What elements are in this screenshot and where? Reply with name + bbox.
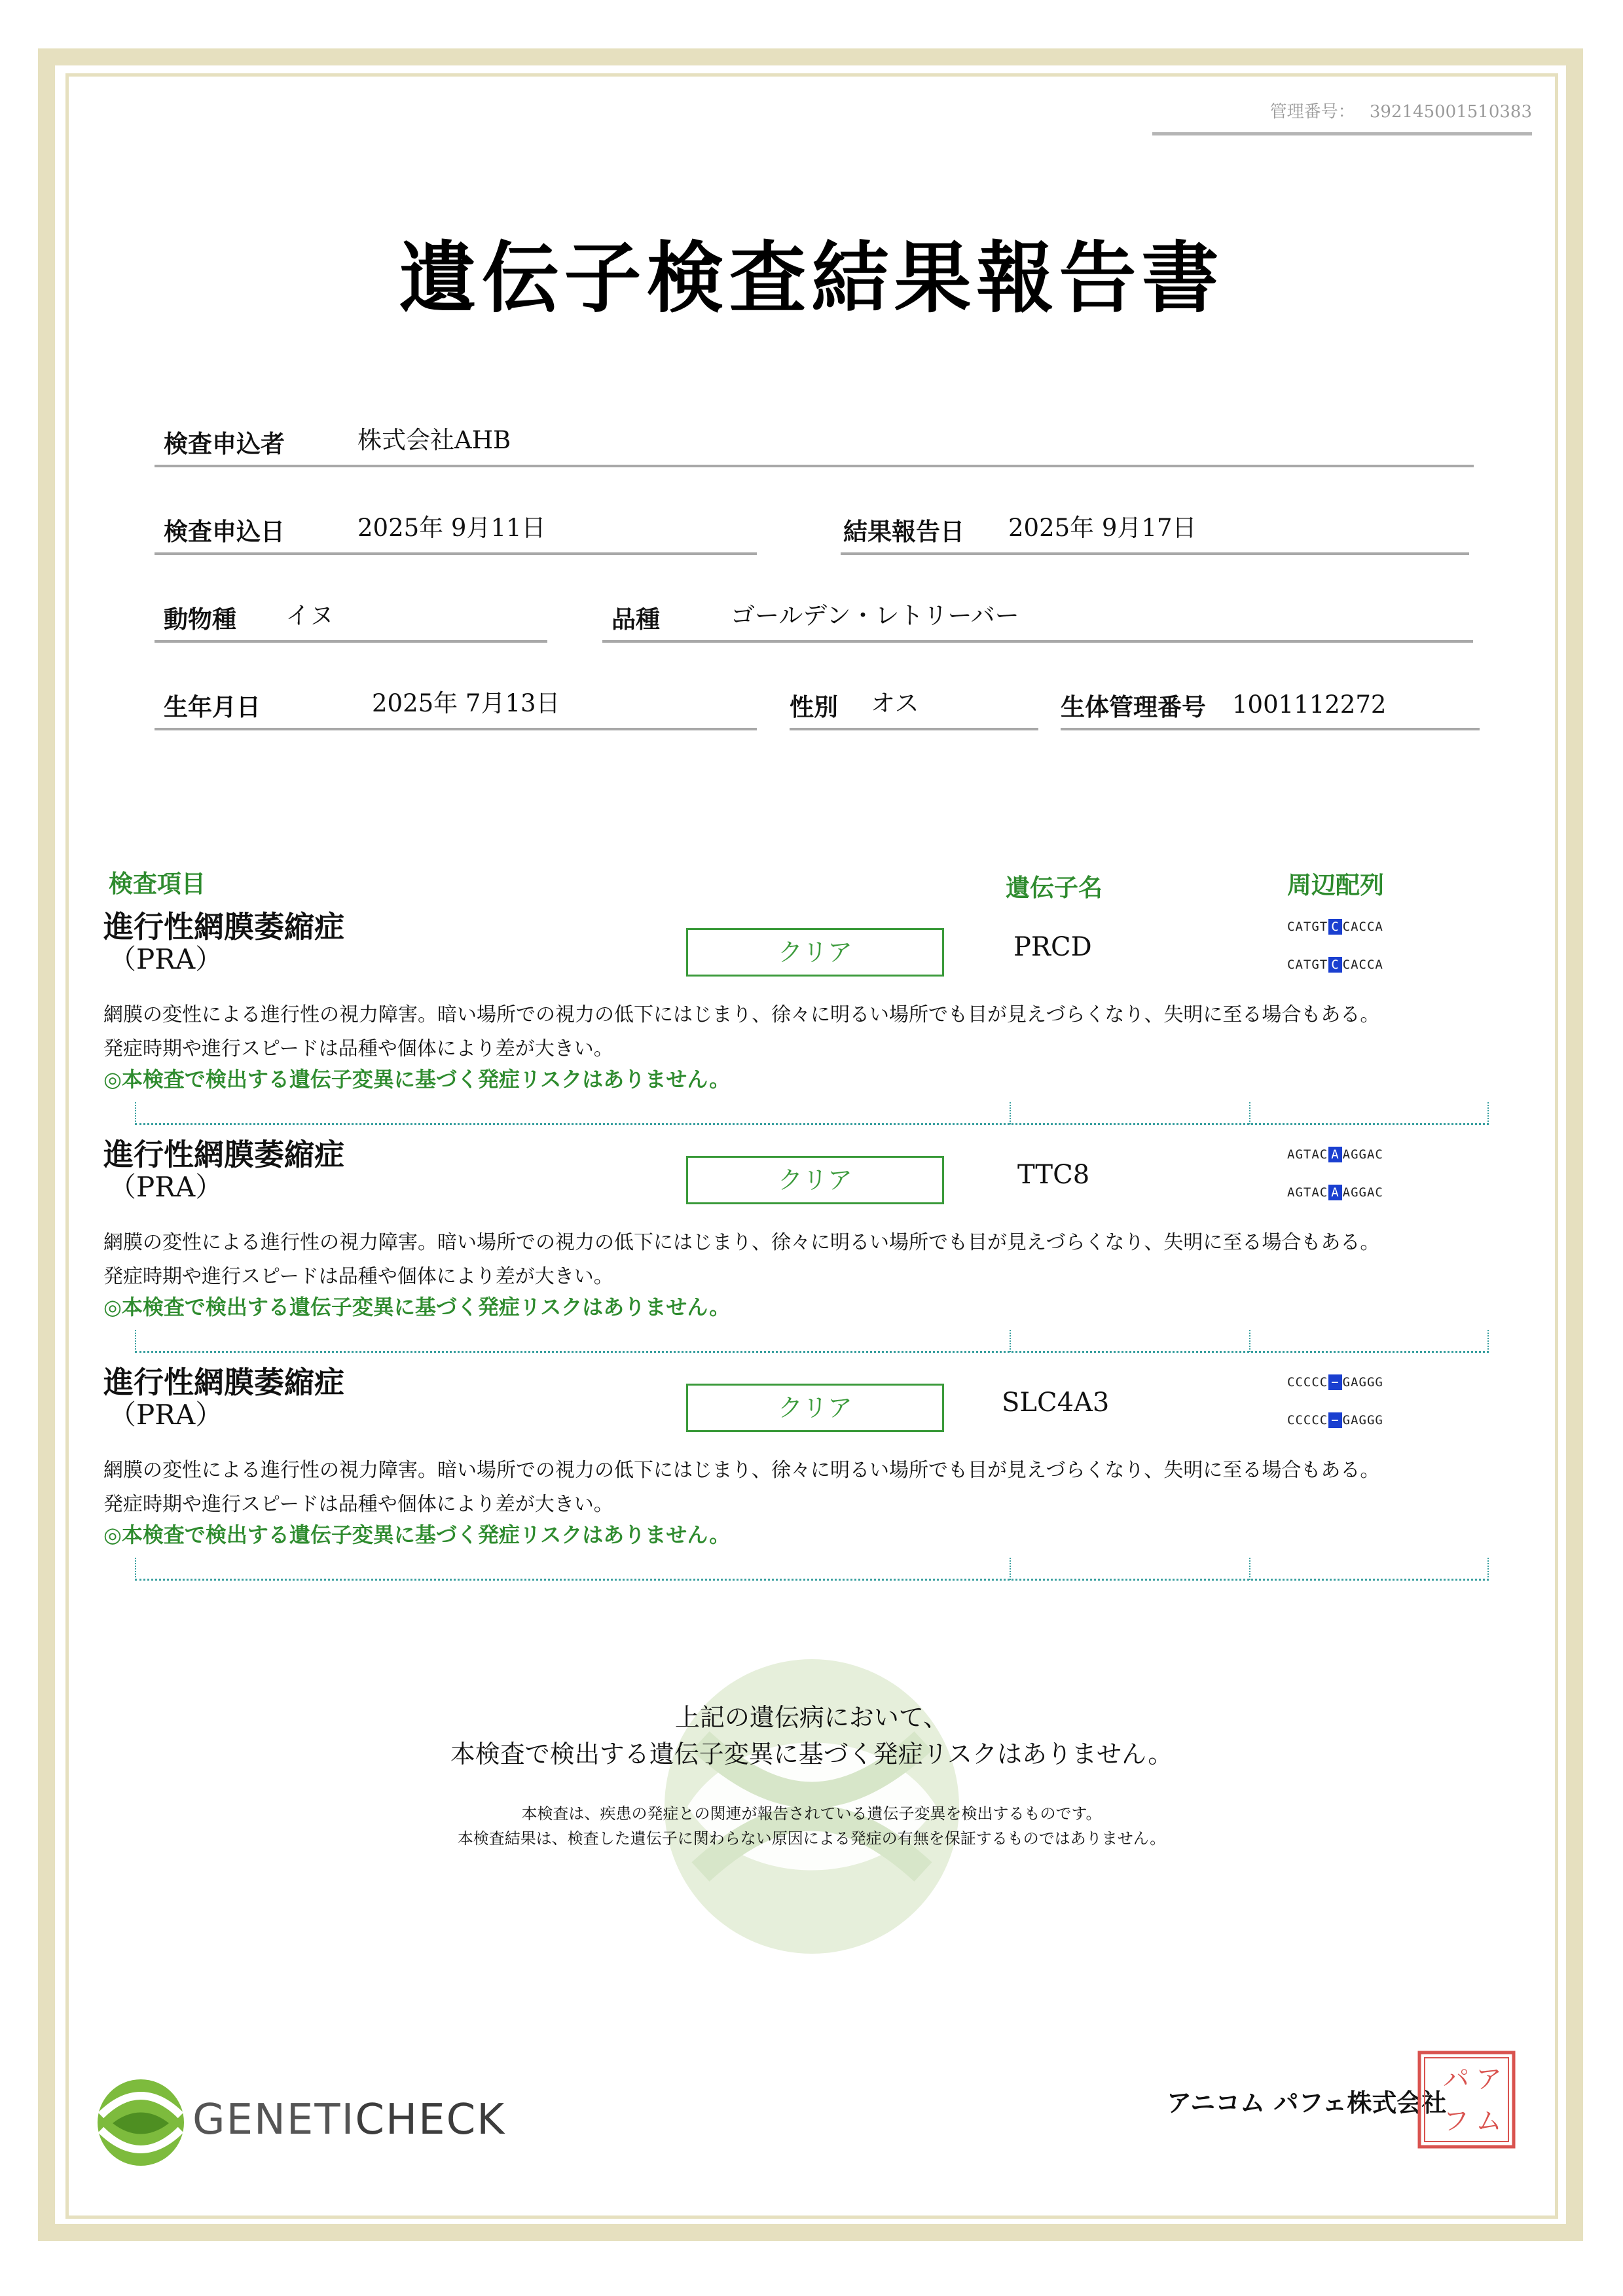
mutation-site: A	[1328, 1147, 1341, 1162]
disease-name: 進行性網膜萎縮症	[103, 1365, 344, 1400]
birth-row	[155, 687, 757, 730]
breed-row	[602, 600, 1473, 643]
svg-text:パ: パ	[1443, 2064, 1469, 2094]
sequence-allele-1: CATGT C CACCA	[1287, 920, 1383, 934]
result-badge: クリア	[686, 928, 944, 977]
summary-line-1: 上記の遺伝病において、	[674, 1703, 949, 1732]
gene-name: SLC4A3	[1002, 1388, 1110, 1418]
col-header-gene: 遺伝子名	[1006, 873, 1103, 902]
id-label: 生体管理番号	[1061, 692, 1206, 721]
breed-label: 品種	[611, 605, 660, 634]
breed-value: ゴールデン・レトリーバー	[731, 601, 1019, 630]
report-date-value: 2025年 9月17日	[1008, 514, 1197, 542]
svg-text:フ: フ	[1443, 2106, 1469, 2136]
species-label: 動物種	[164, 605, 236, 634]
applicant-label: 検査申込者	[164, 429, 285, 458]
dna-leaf-icon	[94, 2076, 187, 2169]
description-2: 発症時期や進行スピードは品種や個体により差が大きい。	[103, 1037, 613, 1060]
divider	[135, 1123, 1489, 1125]
applicant-row	[155, 424, 1474, 467]
species-row	[155, 600, 547, 643]
page-title: 遺伝子検査結果報告書	[399, 232, 1224, 323]
sex-row	[790, 687, 1038, 730]
divider	[135, 1351, 1489, 1353]
company-name: アニコム パフェ株式会社	[1167, 2089, 1447, 2117]
disease-abbr: （PRA）	[109, 1171, 223, 1203]
id-row	[1061, 687, 1480, 730]
description-2: 発症時期や進行スピードは品種や個体により差が大きい。	[103, 1265, 613, 1288]
applicant-value: 株式会社AHB	[357, 426, 511, 454]
mutation-site: A	[1328, 1185, 1341, 1200]
gene-name: PRCD	[1013, 932, 1092, 962]
col-header-item: 検査項目	[109, 869, 206, 898]
apply-date-label: 検査申込日	[164, 517, 285, 546]
logo-text-part1: GENETI	[192, 2096, 356, 2144]
sex-label: 性別	[790, 692, 838, 721]
result-badge: クリア	[686, 1384, 944, 1432]
description: 網膜の変性による進行性の視力障害。暗い場所での視力の低下にはじまり、徐々に明るい場所でも目が見えづらくなり、失明に至る場合もある。	[103, 1003, 1380, 1026]
disclaimer-line-1: 本検査は、疾患の発症との関連が報告されている遺伝子変異を検出するものです。	[521, 1804, 1102, 1823]
birth-value: 2025年 7月13日	[372, 689, 560, 717]
col-header-sequence: 周辺配列	[1287, 870, 1384, 899]
summary-line-2: 本検査で検出する遺伝子変異に基づく発症リスクはありません。	[450, 1740, 1173, 1768]
mutation-site: C	[1328, 957, 1341, 973]
svg-text:ア: ア	[1476, 2064, 1502, 2094]
mgmt-value: 392145001510383	[1369, 102, 1532, 122]
management-number	[1152, 98, 1532, 135]
result-badge: クリア	[686, 1156, 944, 1204]
apply-date-row	[155, 512, 757, 555]
apply-date-value: 2025年 9月11日	[357, 514, 546, 542]
disease-name: 進行性網膜萎縮症	[103, 909, 344, 944]
company-seal	[1417, 2050, 1516, 2149]
sequence-allele-1: AGTAC A AGGAC	[1287, 1147, 1383, 1162]
birth-label: 生年月日	[164, 692, 261, 721]
svg-text:ム: ム	[1476, 2106, 1502, 2136]
sequence-allele-2: AGTAC A AGGAC	[1287, 1185, 1383, 1200]
risk-note: ◎本検査で検出する遺伝子変異に基づく発症リスクはありません。	[103, 1522, 731, 1547]
report-date-row	[841, 512, 1469, 555]
logo-text-part2: CHECK	[355, 2096, 506, 2144]
description: 網膜の変性による進行性の視力障害。暗い場所での視力の低下にはじまり、徐々に明るい場所でも目が見えづらくなり、失明に至る場合もある。	[103, 1231, 1380, 1254]
disease-abbr: （PRA）	[109, 943, 223, 975]
disclaimer-line-2: 本検査結果は、検査した遺伝子に関わらない原因による発症の有無を保証するものではありません。	[457, 1829, 1166, 1848]
description: 網膜の変性による進行性の視力障害。暗い場所での視力の低下にはじまり、徐々に明るい場所でも目が見えづらくなり、失明に至る場合もある。	[103, 1459, 1380, 1482]
geneticheck-logo	[94, 2073, 526, 2172]
mutation-site: −	[1328, 1374, 1341, 1390]
mutation-site: −	[1328, 1412, 1341, 1428]
gene-name: TTC8	[1017, 1160, 1090, 1190]
risk-note: ◎本検査で検出する遺伝子変異に基づく発症リスクはありません。	[103, 1295, 731, 1319]
sequence-allele-1: CCCCC − GAGGG	[1287, 1375, 1383, 1390]
sequence-allele-2: CATGT C CACCA	[1287, 958, 1383, 972]
risk-note: ◎本検査で検出する遺伝子変異に基づく発症リスクはありません。	[103, 1067, 731, 1092]
mgmt-label: 管理番号：	[1269, 102, 1355, 122]
sex-value: オス	[871, 689, 919, 717]
divider	[135, 1579, 1489, 1581]
species-value: イヌ	[285, 601, 334, 630]
disease-name: 進行性網膜萎縮症	[103, 1137, 344, 1172]
sequence-allele-2: CCCCC − GAGGG	[1287, 1413, 1383, 1427]
disease-abbr: （PRA）	[109, 1399, 223, 1431]
id-value: 1001112272	[1232, 691, 1387, 719]
description-2: 発症時期や進行スピードは品種や個体により差が大きい。	[103, 1493, 613, 1516]
report-date-label: 結果報告日	[843, 517, 964, 546]
mutation-site: C	[1328, 919, 1341, 935]
